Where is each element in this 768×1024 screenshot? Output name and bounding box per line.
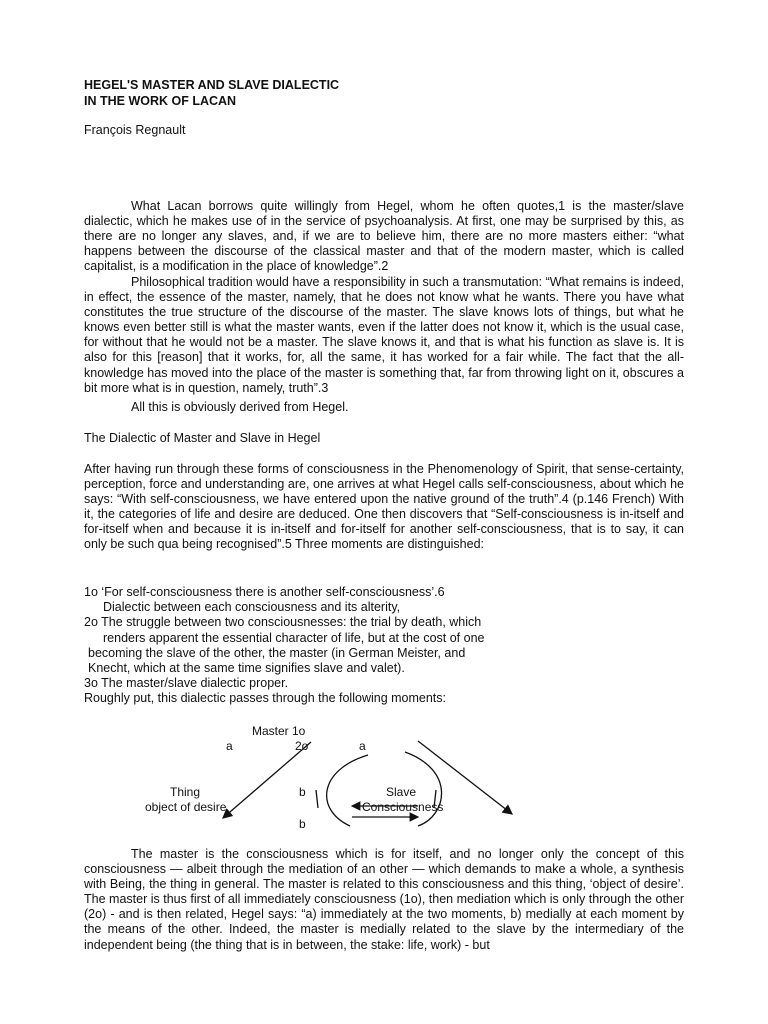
list-item: 1o ‘For self-consciousness there is another self-consciousness’.6 [84,585,445,599]
diagram-2o-label: 2o [295,739,309,753]
section-heading: The Dialectic of Master and Slave in Hegel [84,431,321,445]
diagram-master-label: Master 1o [252,724,306,738]
diagram-thing-label: Thing [170,785,201,799]
curve-left [327,755,368,826]
author: François Regnault [84,123,186,137]
tick-left [316,790,318,808]
paragraph-1: What Lacan borrows quite willingly from Hegel, whom he often quotes,1 is the master/slave dialectic, which he makes use of in the service of psychoanalysis. At first, one may be surprised by this, as there are no longer any slaves, and, if we are to believe him, there are no more masters either: “what happens between the discourse of the classical master and that of the modern master, which is called capitalist, is a modification in the place of knowledge”.2 [84,199,684,274]
diagram-a-left-label: a [226,739,233,753]
list-item: renders apparent the essential character of life, but at the cost of one [103,630,485,645]
diagram-consciousness-label: Consciousness [362,800,444,814]
paragraph-2: Philosophical tradition would have a responsibility in such a transmutation: “What remains is indeed, in effect, the essence of the master, namely, that he does not know what he wants. There you have what constitutes the true structure of the discourse of the master. The slave knows lots of things, but what he knows even better still is what the master wants, even if the latter does not know it, which is the usual case, for without that he would not be a master. The slave knows it, and that is what his function as slave is. It is also for this [reason] that it works, for, all the same, it has worked for a fair while. The fact that the all-knowledge has moved into the place of the master is something that, far from throwing light on it, obscures a bit more what is in question, namely, truth”.3 [84,275,684,395]
list-item: Dialectic between each consciousness and its alterity, [103,600,401,615]
arrow-master-to-thing [223,742,311,818]
diagram-object-label: object of desire [145,800,227,814]
diagram-a-right-label: a [359,739,366,753]
title-line-2: IN THE WORK OF LACAN [84,94,237,108]
list-item: becoming the slave of the other, the master (in German Meister, and [88,645,466,660]
paragraph-5: The master is the consciousness which is for itself, and no longer only the concept of this consciousness — albeit through the mediation of an other — which demands to make a whole, a synthesis with Being, the thing in general. The master is related to this consciousness and this thing, ‘object of desire’. The master is thus first of all immediately consciousness (1o), then mediation which is only through the other (2o) - and is then related, Hegel says: “a) immediately at the two moments, b) medially at each moment by the means of the other. Indeed, the master is medially related to the slave by the intermediary of the independent being (the thing that is in between, the stake: life, work) - but [84,847,684,952]
list-item: Roughly put, this dialectic passes through the following moments: [84,691,446,706]
title-line-1: HEGEL'S MASTER AND SLAVE DIALECTIC [84,78,340,92]
list-item: 3o The master/slave dialectic proper. [84,676,289,691]
diagram-slave-label: Slave [386,785,417,799]
paragraph-4: After having run through these forms of consciousness in the Phenomenology of Spirit, that sense-certainty, perception, force and understanding are, one arrives at what Hegel calls self-consciousness, about which he says: “With self-consciousness, we have entered upon the native ground of the truth”.4 (p.146 French) With it, the categories of life and desire are deduced. One then discovers that “Self-consciousness is in-itself and for-itself when and because it is in-itself and for-itself for another self-consciousness, that is to say, it can only be such qua being recognised”.5 Three moments are distinguished: [84,462,684,552]
diagram-b-top-label: b [299,785,306,799]
diagram-b-bottom-label: b [299,817,306,831]
list-item: 2o The struggle between two consciousnesses: the trial by death, which [84,615,482,630]
paragraph-3: All this is obviously derived from Hegel. [131,400,349,414]
list-item: Knecht, which at the same time signifies slave and valet). [88,661,405,676]
